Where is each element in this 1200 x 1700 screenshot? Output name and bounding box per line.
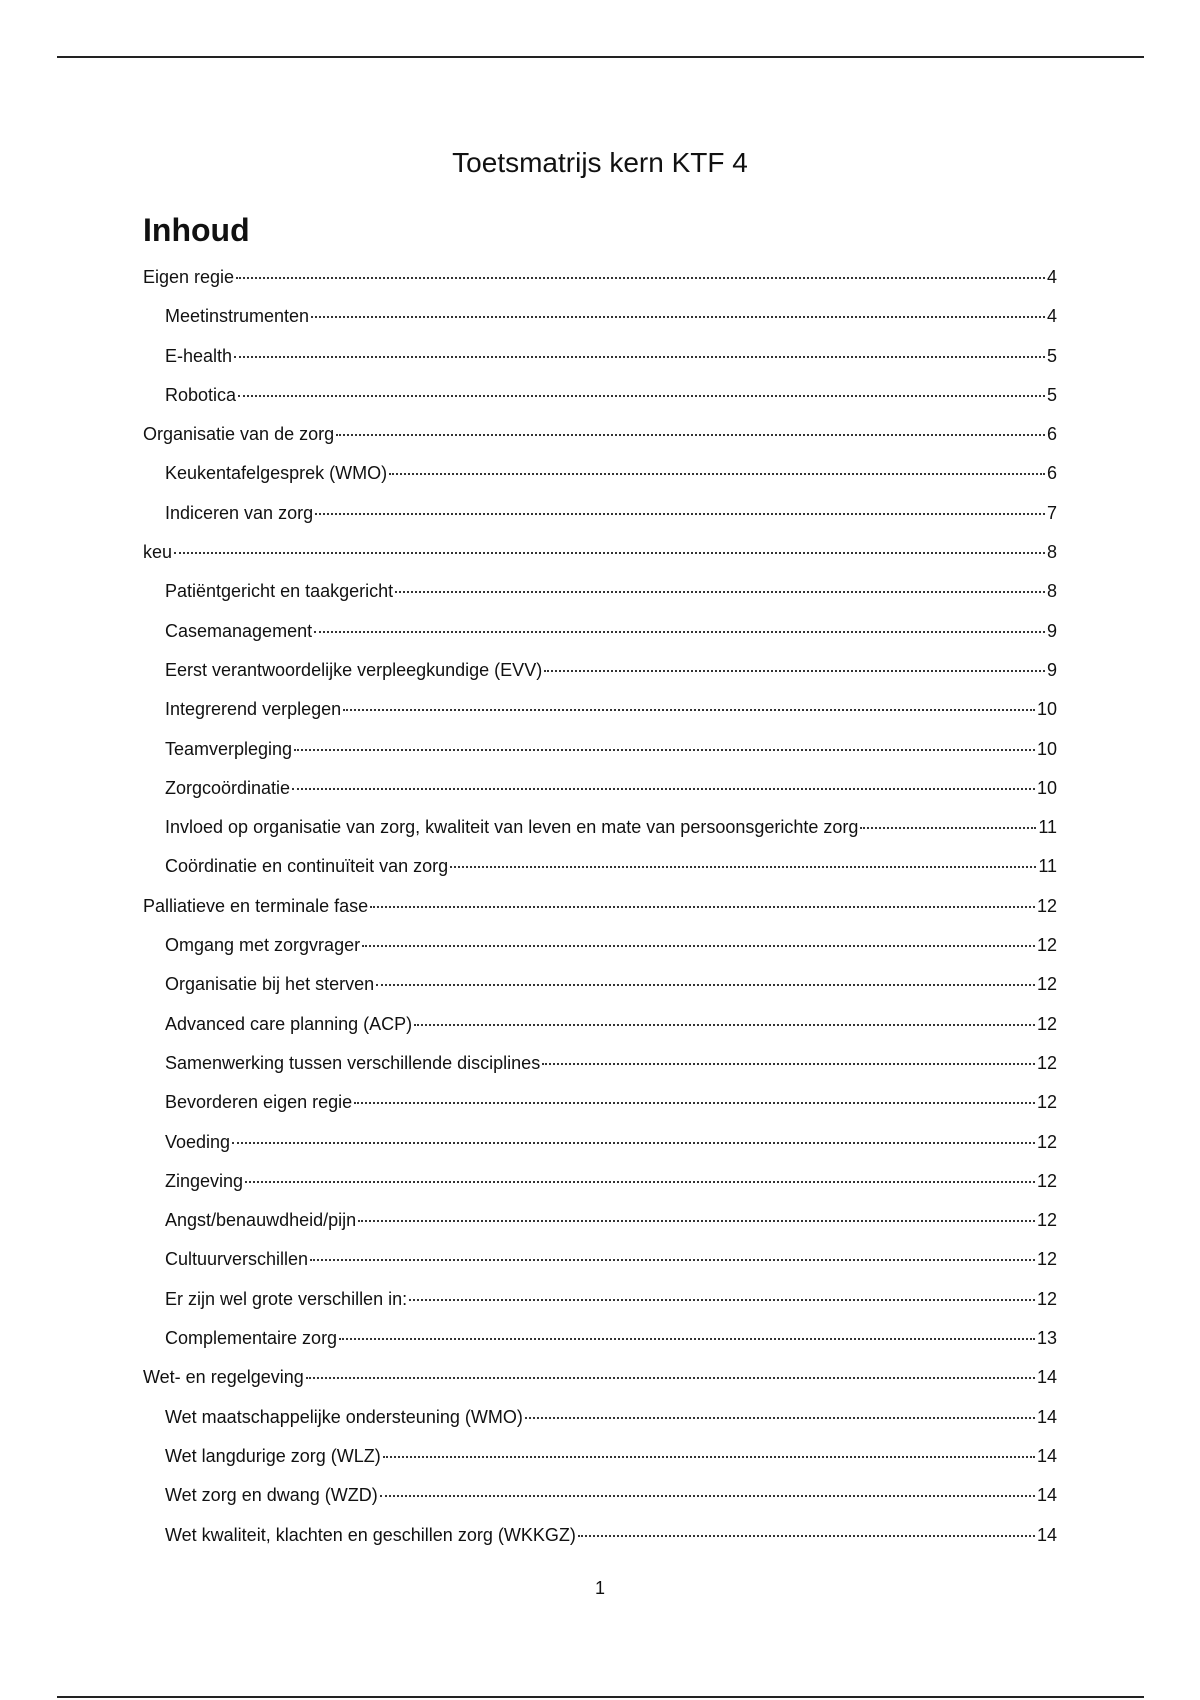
toc-entry-page: 12 bbox=[1036, 1013, 1057, 1034]
toc-dot-leader bbox=[314, 631, 1045, 633]
toc-entry[interactable] bbox=[143, 1162, 1057, 1201]
toc-entry-page: 14 bbox=[1036, 1524, 1057, 1545]
toc-dot-leader bbox=[395, 591, 1045, 593]
toc-entry-page: 11 bbox=[1038, 817, 1057, 838]
toc-entry[interactable] bbox=[143, 1005, 1057, 1044]
toc-dot-leader bbox=[315, 513, 1045, 515]
toc-entry-title: Robotica bbox=[165, 384, 237, 405]
toc-dot-leader bbox=[450, 866, 1036, 868]
toc-entry[interactable] bbox=[143, 1437, 1057, 1476]
toc-dot-leader bbox=[376, 984, 1035, 986]
toc-entry[interactable] bbox=[143, 1044, 1057, 1083]
toc-entry-title: Eerst verantwoordelijke verpleegkundige (EVV) bbox=[165, 659, 543, 680]
toc-entry-page: 12 bbox=[1036, 1249, 1057, 1270]
toc-entry[interactable] bbox=[143, 769, 1057, 808]
toc-entry-title: Angst/benauwdheid/pijn bbox=[165, 1210, 357, 1231]
toc-entry-page: 14 bbox=[1036, 1406, 1057, 1427]
table-of-contents bbox=[143, 258, 1057, 1555]
toc-entry-page: 4 bbox=[1046, 267, 1057, 287]
toc-entry-page: 4 bbox=[1046, 306, 1057, 327]
toc-entry-title: Omgang met zorgvrager bbox=[165, 935, 361, 956]
toc-entry-page: 6 bbox=[1046, 424, 1057, 445]
toc-dot-leader bbox=[383, 1456, 1035, 1458]
toc-entry[interactable] bbox=[143, 651, 1057, 690]
toc-heading: Inhoud bbox=[143, 212, 250, 248]
toc-dot-leader bbox=[292, 788, 1035, 790]
toc-dot-leader bbox=[542, 1063, 1035, 1065]
toc-entry-title: Casemanagement bbox=[165, 620, 313, 641]
toc-entry[interactable] bbox=[143, 847, 1057, 886]
toc-entry[interactable] bbox=[143, 965, 1057, 1004]
toc-dot-leader bbox=[362, 945, 1035, 947]
toc-entry[interactable] bbox=[143, 1398, 1057, 1437]
toc-entry-title: Voeding bbox=[165, 1131, 231, 1152]
toc-entry[interactable] bbox=[143, 887, 1057, 926]
toc-entry-page: 8 bbox=[1046, 581, 1057, 602]
footer-rule bbox=[57, 1696, 1144, 1698]
toc-entry-title: Wet zorg en dwang (WZD) bbox=[165, 1485, 378, 1506]
toc-entry-page: 14 bbox=[1036, 1485, 1057, 1506]
toc-dot-leader bbox=[525, 1417, 1035, 1419]
toc-entry-page: 10 bbox=[1036, 699, 1057, 720]
toc-entry[interactable] bbox=[143, 1123, 1057, 1162]
toc-dot-leader bbox=[238, 395, 1045, 397]
toc-entry[interactable] bbox=[143, 1240, 1057, 1279]
toc-dot-leader bbox=[370, 906, 1035, 908]
toc-entry[interactable] bbox=[143, 690, 1057, 729]
toc-entry[interactable] bbox=[143, 376, 1057, 415]
toc-entry[interactable] bbox=[143, 337, 1057, 376]
toc-entry-title: Samenwerking tussen verschillende disciplines bbox=[165, 1052, 541, 1073]
toc-entry-page: 9 bbox=[1046, 620, 1057, 641]
page-number: 1 bbox=[594, 1578, 605, 1598]
toc-entry-page: 12 bbox=[1036, 935, 1057, 956]
document-title: Toetsmatrijs kern KTF 4 bbox=[452, 147, 748, 178]
toc-entry-title: Keukentafelgesprek (WMO) bbox=[165, 463, 388, 484]
toc-entry-title: Invloed op organisatie van zorg, kwaliteit van leven en mate van persoonsgerichte zorg bbox=[165, 817, 859, 838]
toc-entry-title: Indiceren van zorg bbox=[165, 502, 314, 523]
toc-entry-page: 12 bbox=[1036, 1131, 1057, 1152]
toc-entry-page: 12 bbox=[1036, 895, 1057, 916]
toc-dot-leader bbox=[234, 356, 1045, 358]
toc-dot-leader bbox=[409, 1299, 1035, 1301]
toc-entry-title: E-health bbox=[165, 345, 233, 366]
toc-entry[interactable] bbox=[143, 808, 1057, 847]
toc-entry-title: Wet kwaliteit, klachten en geschillen zorg (WKKGZ) bbox=[165, 1524, 576, 1545]
toc-entry[interactable] bbox=[143, 612, 1057, 651]
toc-entry-page: 5 bbox=[1046, 384, 1057, 405]
toc-entry[interactable] bbox=[143, 258, 1057, 297]
toc-entry-title: Wet langdurige zorg (WLZ) bbox=[165, 1445, 381, 1466]
toc-dot-leader bbox=[236, 277, 1045, 279]
toc-entry-page: 12 bbox=[1036, 1210, 1057, 1231]
toc-entry-title: keu bbox=[143, 542, 173, 563]
toc-entry[interactable] bbox=[143, 1516, 1057, 1555]
toc-entry-page: 12 bbox=[1036, 1288, 1057, 1309]
toc-entry-title: Teamverpleging bbox=[165, 738, 293, 759]
toc-entry-title: Coördinatie en continuïteit van zorg bbox=[165, 856, 449, 877]
toc-entry-title: Cultuurverschillen bbox=[165, 1249, 309, 1270]
toc-entry-page: 9 bbox=[1046, 659, 1057, 680]
toc-entry-title: Palliatieve en terminale fase bbox=[143, 895, 369, 916]
toc-dot-leader bbox=[578, 1535, 1035, 1537]
toc-entry-page: 6 bbox=[1046, 463, 1057, 484]
toc-entry[interactable] bbox=[143, 1319, 1057, 1358]
toc-entry[interactable] bbox=[143, 533, 1057, 572]
toc-entry[interactable] bbox=[143, 1201, 1057, 1240]
toc-entry-page: 5 bbox=[1046, 345, 1057, 366]
toc-dot-leader bbox=[336, 434, 1045, 436]
toc-entry-page: 12 bbox=[1036, 974, 1057, 995]
toc-dot-leader bbox=[414, 1024, 1035, 1026]
toc-entry-page: 14 bbox=[1036, 1445, 1057, 1466]
toc-entry-title: Advanced care planning (ACP) bbox=[165, 1013, 413, 1034]
toc-entry-title: Eigen regie bbox=[143, 267, 235, 287]
toc-entry-page: 12 bbox=[1036, 1170, 1057, 1191]
toc-entry-title: Organisatie bij het sterven bbox=[165, 974, 375, 995]
toc-dot-leader bbox=[343, 709, 1035, 711]
toc-entry-title: Integrerend verplegen bbox=[165, 699, 342, 720]
toc-dot-leader bbox=[544, 670, 1045, 672]
toc-entry-page: 12 bbox=[1036, 1052, 1057, 1073]
toc-entry-title: Meetinstrumenten bbox=[165, 306, 310, 327]
toc-entry-page: 14 bbox=[1036, 1367, 1057, 1388]
toc-entry-page: 12 bbox=[1036, 1092, 1057, 1113]
toc-entry[interactable] bbox=[143, 1083, 1057, 1122]
toc-dot-leader bbox=[860, 827, 1036, 829]
toc-entry-title: Zorgcoördinatie bbox=[165, 777, 291, 798]
toc-dot-leader bbox=[174, 552, 1045, 554]
toc-entry-title: Er zijn wel grote verschillen in: bbox=[165, 1288, 408, 1309]
toc-entry[interactable] bbox=[143, 572, 1057, 611]
toc-dot-leader bbox=[389, 473, 1045, 475]
toc-dot-leader bbox=[310, 1259, 1035, 1261]
toc-dot-leader bbox=[358, 1220, 1035, 1222]
toc-entry-title: Wet maatschappelijke ondersteuning (WMO) bbox=[165, 1406, 523, 1427]
toc-entry[interactable] bbox=[143, 1476, 1057, 1515]
toc-dot-leader bbox=[339, 1338, 1035, 1340]
toc-entry-page: 11 bbox=[1038, 856, 1057, 877]
toc-entry-title: Organisatie van de zorg bbox=[143, 424, 335, 445]
toc-entry[interactable] bbox=[143, 730, 1057, 769]
toc-entry-title: Wet- en regelgeving bbox=[143, 1367, 304, 1388]
toc-entry-title: Patiëntgericht en taakgericht bbox=[165, 581, 394, 602]
header-rule bbox=[57, 56, 1144, 58]
toc-entry-page: 13 bbox=[1036, 1328, 1057, 1349]
toc-entry-title: Complementaire zorg bbox=[165, 1328, 338, 1349]
toc-dot-leader bbox=[245, 1181, 1035, 1183]
toc-entry-title: Bevorderen eigen regie bbox=[165, 1092, 353, 1113]
toc-entry-page: 10 bbox=[1036, 777, 1057, 798]
toc-dot-leader bbox=[294, 749, 1035, 751]
toc-entry[interactable] bbox=[143, 415, 1057, 454]
toc-entry[interactable] bbox=[143, 494, 1057, 533]
toc-entry-page: 10 bbox=[1036, 738, 1057, 759]
toc-entry-page: 8 bbox=[1046, 542, 1057, 563]
toc-entry[interactable] bbox=[143, 1280, 1057, 1319]
toc-entry[interactable] bbox=[143, 926, 1057, 965]
toc-entry-page: 7 bbox=[1046, 502, 1057, 523]
toc-entry[interactable] bbox=[143, 1358, 1057, 1397]
toc-entry[interactable] bbox=[143, 297, 1057, 336]
toc-dot-leader bbox=[306, 1377, 1035, 1379]
toc-dot-leader bbox=[311, 316, 1045, 318]
toc-entry[interactable] bbox=[143, 454, 1057, 493]
toc-dot-leader bbox=[232, 1142, 1035, 1144]
toc-dot-leader bbox=[354, 1102, 1035, 1104]
toc-entry-title: Zingeving bbox=[165, 1170, 244, 1191]
toc-dot-leader bbox=[380, 1495, 1035, 1497]
